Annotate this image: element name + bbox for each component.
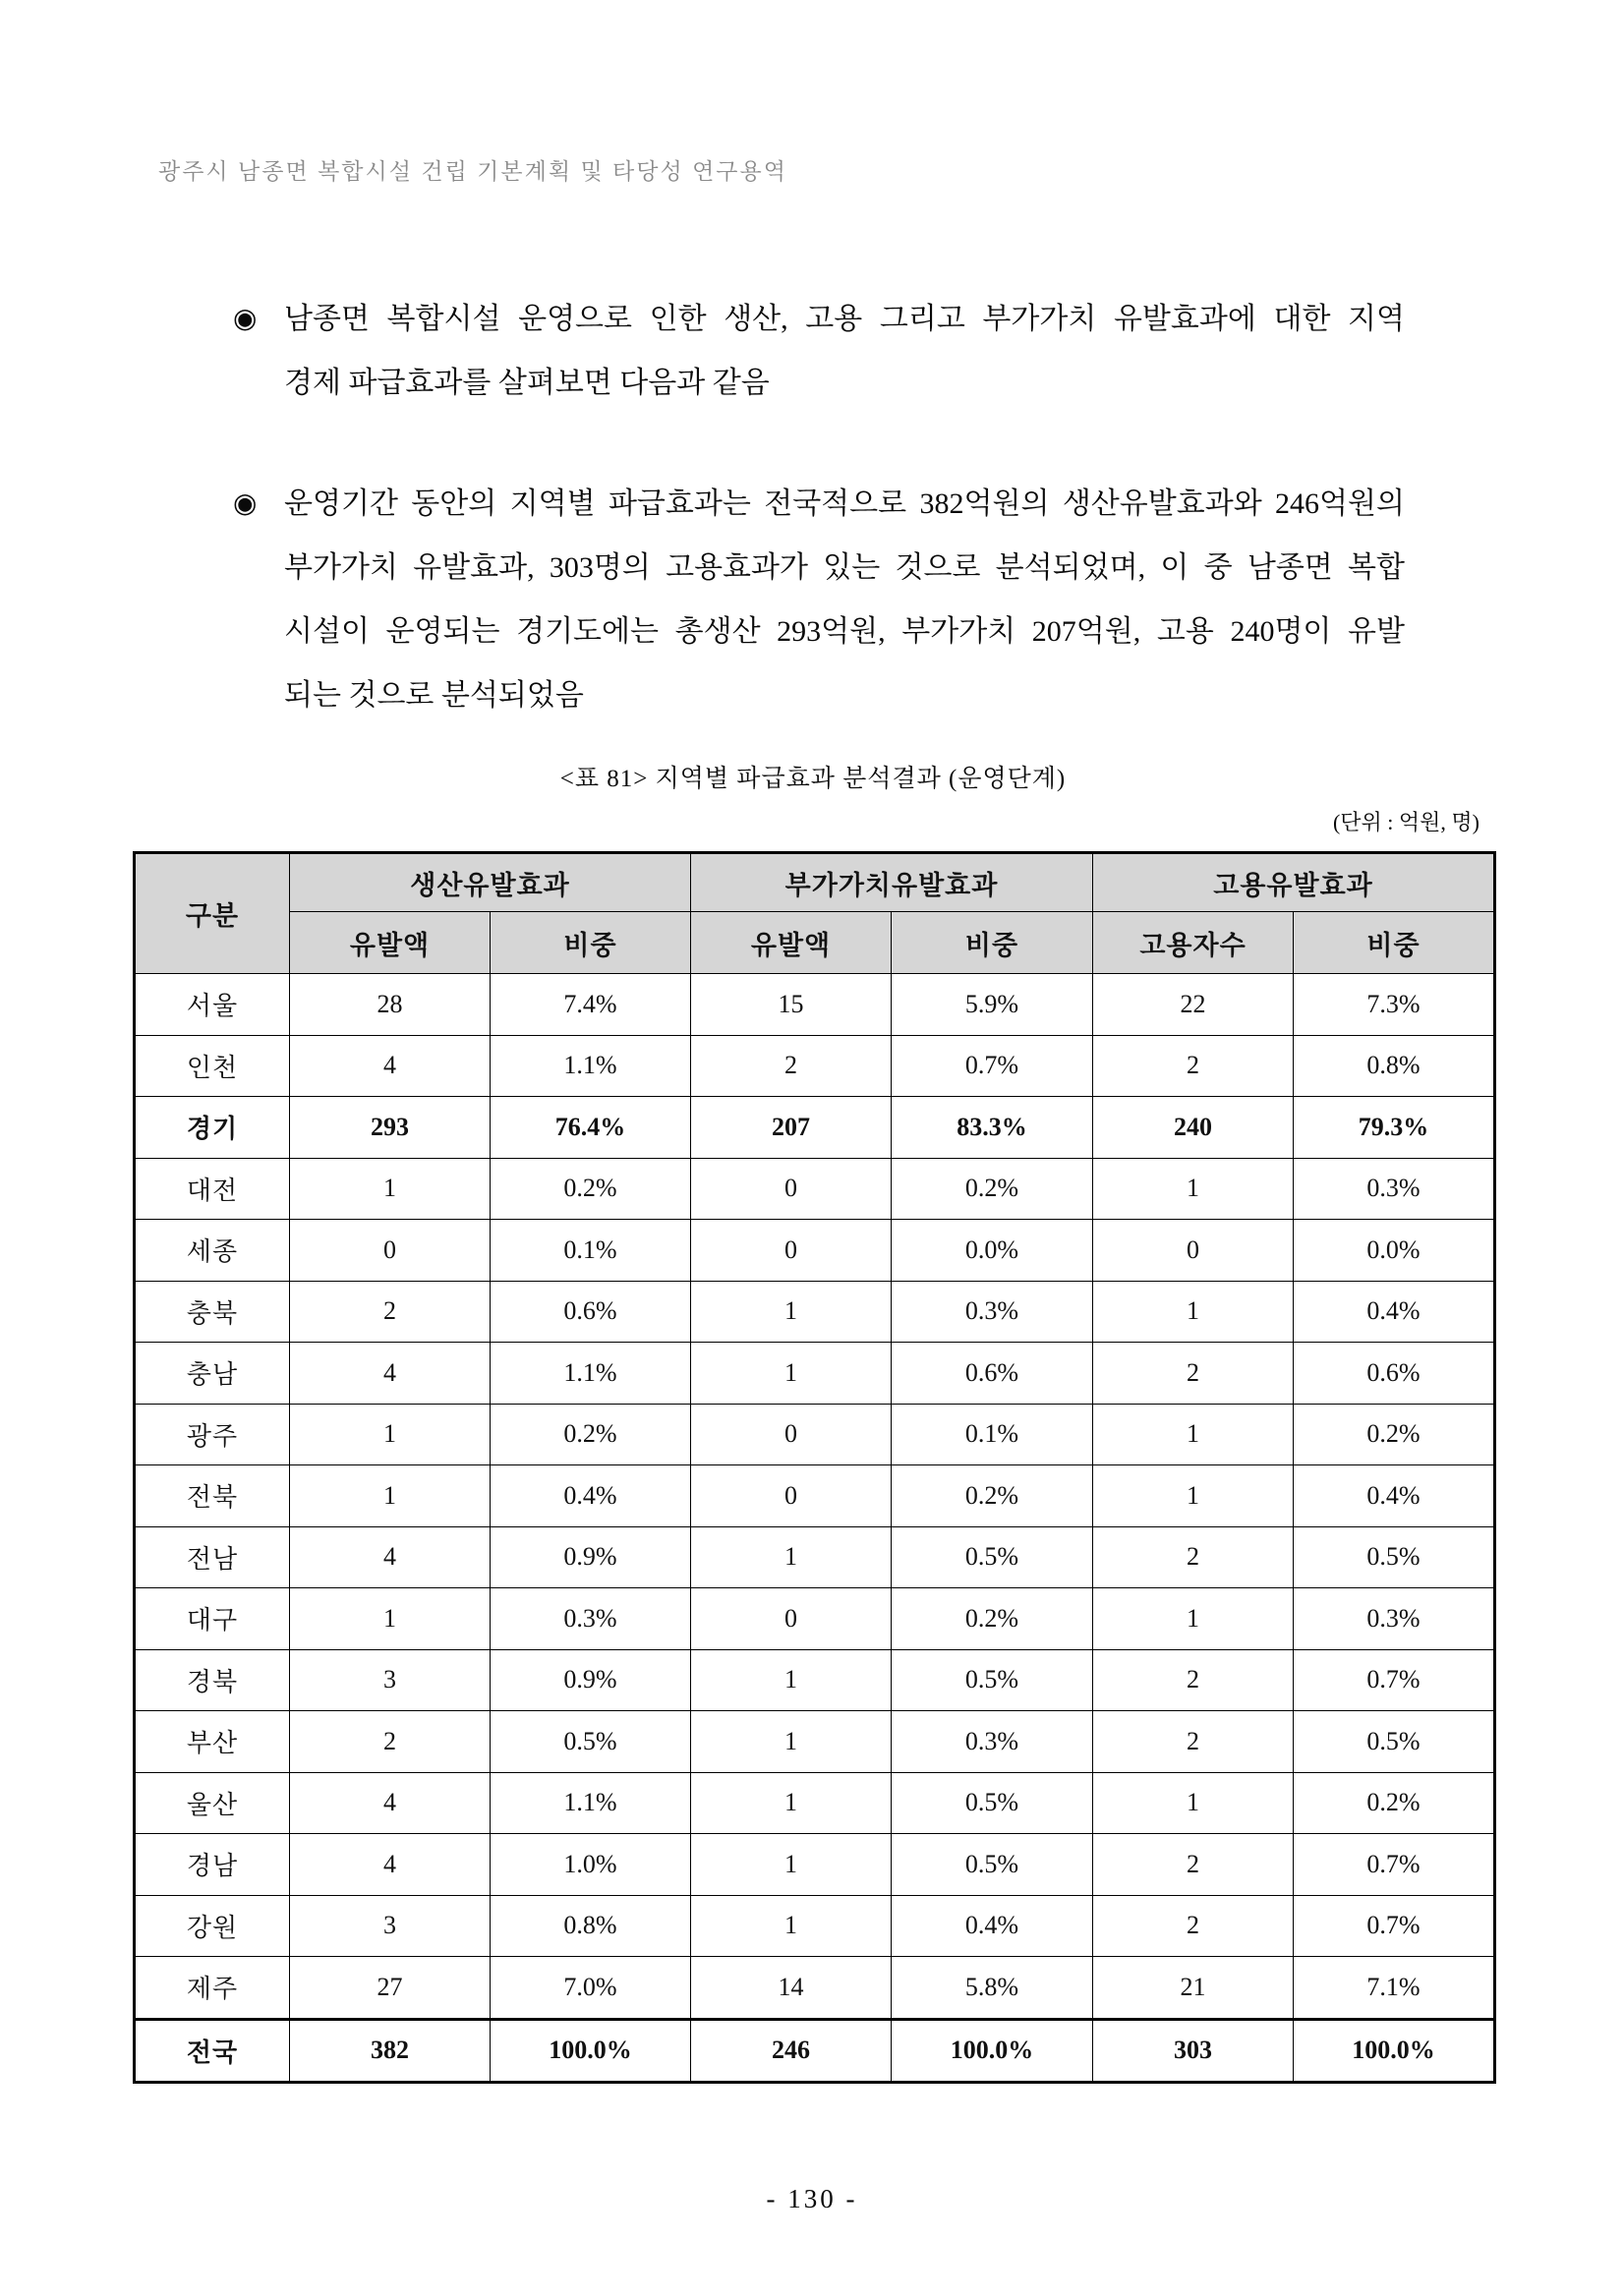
value-cell: 14 <box>691 1957 892 2020</box>
col-header-value-added-amount: 유발액 <box>691 912 892 974</box>
value-cell: 7.4% <box>491 974 691 1036</box>
value-cell: 0 <box>691 1465 892 1527</box>
region-cell: 충북 <box>135 1281 290 1343</box>
region-cell: 광주 <box>135 1404 290 1465</box>
value-cell: 1 <box>290 1588 491 1650</box>
value-cell: 1 <box>691 1895 892 1957</box>
bullet-item <box>233 472 1405 727</box>
value-cell: 382 <box>290 2019 491 2083</box>
table-row <box>135 1343 1495 1405</box>
value-cell: 1 <box>1093 1158 1294 1220</box>
table-row <box>135 1895 1495 1957</box>
value-cell: 0.5% <box>1294 1526 1495 1588</box>
table-row <box>135 1957 1495 2020</box>
region-cell: 세종 <box>135 1220 290 1282</box>
value-cell: 0.4% <box>1294 1465 1495 1527</box>
value-cell: 0.3% <box>1294 1588 1495 1650</box>
value-cell: 0.1% <box>892 1404 1093 1465</box>
value-cell: 0.7% <box>892 1035 1093 1097</box>
value-cell: 79.3% <box>1294 1097 1495 1159</box>
col-header-employment-count: 고용자수 <box>1093 912 1294 974</box>
region-cell: 대구 <box>135 1588 290 1650</box>
region-cell: 울산 <box>135 1772 290 1834</box>
region-cell: 강원 <box>135 1895 290 1957</box>
bullet-marker-icon: ◉ <box>233 488 258 519</box>
col-header-production-amount: 유발액 <box>290 912 491 974</box>
table-row <box>135 1526 1495 1588</box>
value-cell: 0.2% <box>892 1158 1093 1220</box>
value-cell: 2 <box>1093 1834 1294 1896</box>
value-cell: 76.4% <box>491 1097 691 1159</box>
region-cell: 전남 <box>135 1526 290 1588</box>
value-cell: 28 <box>290 974 491 1036</box>
region-cell: 서울 <box>135 974 290 1036</box>
table-row <box>135 1588 1495 1650</box>
value-cell: 4 <box>290 1526 491 1588</box>
value-cell: 0 <box>691 1404 892 1465</box>
value-cell: 0.7% <box>1294 1895 1495 1957</box>
table-header <box>135 853 1495 974</box>
region-cell: 제주 <box>135 1957 290 2020</box>
value-cell: 21 <box>1093 1957 1294 2020</box>
value-cell: 0 <box>290 1220 491 1282</box>
value-cell: 0.8% <box>1294 1035 1495 1097</box>
value-cell: 0.2% <box>892 1465 1093 1527</box>
value-cell: 0 <box>1093 1220 1294 1282</box>
value-cell: 2 <box>290 1711 491 1773</box>
value-cell: 0.4% <box>491 1465 691 1527</box>
value-cell: 27 <box>290 1957 491 2020</box>
value-cell: 0.7% <box>1294 1834 1495 1896</box>
value-cell: 0.2% <box>1294 1772 1495 1834</box>
value-cell: 2 <box>1093 1895 1294 1957</box>
region-cell: 부산 <box>135 1711 290 1773</box>
value-cell: 303 <box>1093 2019 1294 2083</box>
value-cell: 2 <box>1093 1526 1294 1588</box>
value-cell: 0.5% <box>491 1711 691 1773</box>
value-cell: 293 <box>290 1097 491 1159</box>
value-cell: 0.3% <box>491 1588 691 1650</box>
value-cell: 0.4% <box>892 1895 1093 1957</box>
value-cell: 1 <box>1093 1281 1294 1343</box>
col-group-value-added-effect: 부가가치유발효과 <box>691 853 1093 912</box>
value-cell: 2 <box>1093 1649 1294 1711</box>
value-cell: 15 <box>691 974 892 1036</box>
bullet-list <box>233 287 1405 784</box>
value-cell: 0.4% <box>1294 1281 1495 1343</box>
region-cell: 전북 <box>135 1465 290 1527</box>
value-cell: 0.0% <box>892 1220 1093 1282</box>
value-cell: 1 <box>290 1158 491 1220</box>
value-cell: 100.0% <box>1294 2019 1495 2083</box>
value-cell: 7.1% <box>1294 1957 1495 2020</box>
table-row <box>135 1834 1495 1896</box>
value-cell: 240 <box>1093 1097 1294 1159</box>
bullet-line: 경제 파급효과를 살펴보면 다음과 같음 <box>284 367 770 399</box>
value-cell: 207 <box>691 1097 892 1159</box>
value-cell: 4 <box>290 1035 491 1097</box>
value-cell: 1 <box>290 1404 491 1465</box>
value-cell: 1 <box>691 1526 892 1588</box>
bullet-line: 남종면 복합시설 운영으로 인한 생산, 고용 그리고 부가가치 유발효과에 대한 지역 <box>284 303 1405 335</box>
table-caption: <표 81> 지역별 파급효과 분석결과 (운영단계) <box>559 766 1067 792</box>
value-cell: 0.2% <box>491 1158 691 1220</box>
value-cell: 0.1% <box>491 1220 691 1282</box>
value-cell: 4 <box>290 1343 491 1405</box>
value-cell: 1 <box>1093 1588 1294 1650</box>
value-cell: 0.9% <box>491 1526 691 1588</box>
value-cell: 7.0% <box>491 1957 691 2020</box>
table-row <box>135 1158 1495 1220</box>
value-cell: 0.6% <box>892 1343 1093 1405</box>
region-cell: 충남 <box>135 1343 290 1405</box>
col-group-employment-effect: 고용유발효과 <box>1093 853 1495 912</box>
value-cell: 246 <box>691 2019 892 2083</box>
value-cell: 1 <box>1093 1772 1294 1834</box>
table-row <box>135 2019 1495 2083</box>
table-row <box>135 1772 1495 1834</box>
value-cell: 0.2% <box>892 1588 1093 1650</box>
value-cell: 100.0% <box>892 2019 1093 2083</box>
value-cell: 1 <box>691 1649 892 1711</box>
col-group-production-effect: 생산유발효과 <box>290 853 691 912</box>
page-number: - 130 - <box>766 2184 858 2213</box>
value-cell: 0.5% <box>892 1772 1093 1834</box>
table-row <box>135 1035 1495 1097</box>
value-cell: 0.9% <box>491 1649 691 1711</box>
table-row <box>135 974 1495 1036</box>
value-cell: 2 <box>290 1281 491 1343</box>
value-cell: 3 <box>290 1649 491 1711</box>
value-cell: 5.8% <box>892 1957 1093 2020</box>
value-cell: 22 <box>1093 974 1294 1036</box>
document-header-title: 광주시 남종면 복합시설 건립 기본계획 및 타당성 연구용역 <box>158 158 787 184</box>
value-cell: 83.3% <box>892 1097 1093 1159</box>
value-cell: 3 <box>290 1895 491 1957</box>
value-cell: 1 <box>1093 1404 1294 1465</box>
value-cell: 0 <box>691 1158 892 1220</box>
value-cell: 0.5% <box>1294 1711 1495 1773</box>
value-cell: 2 <box>1093 1035 1294 1097</box>
table-row <box>135 1404 1495 1465</box>
value-cell: 1 <box>290 1465 491 1527</box>
value-cell: 0 <box>691 1220 892 1282</box>
value-cell: 1.1% <box>491 1343 691 1405</box>
value-cell: 0.3% <box>892 1281 1093 1343</box>
value-cell: 0.0% <box>1294 1220 1495 1282</box>
impact-table <box>133 851 1496 2084</box>
value-cell: 0.3% <box>1294 1158 1495 1220</box>
region-cell: 경남 <box>135 1834 290 1896</box>
value-cell: 2 <box>691 1035 892 1097</box>
value-cell: 1 <box>691 1343 892 1405</box>
table-row <box>135 1097 1495 1159</box>
value-cell: 0.2% <box>1294 1404 1495 1465</box>
value-cell: 0 <box>691 1588 892 1650</box>
col-header-employment-share: 비중 <box>1294 912 1495 974</box>
table-row <box>135 1465 1495 1527</box>
table-row <box>135 1281 1495 1343</box>
table-unit-note: (단위 : 억원, 명) <box>1332 810 1479 834</box>
value-cell: 4 <box>290 1834 491 1896</box>
value-cell: 0.8% <box>491 1895 691 1957</box>
value-cell: 0.2% <box>491 1404 691 1465</box>
value-cell: 2 <box>1093 1711 1294 1773</box>
region-cell: 대전 <box>135 1158 290 1220</box>
value-cell: 1 <box>691 1834 892 1896</box>
region-cell: 경기 <box>135 1097 290 1159</box>
value-cell: 0.6% <box>491 1281 691 1343</box>
bullet-line: 시설이 운영되는 경기도에는 총생산 293억원, 부가가치 207억원, 고용 240명이 유발 <box>284 615 1405 648</box>
value-cell: 5.9% <box>892 974 1093 1036</box>
col-header-gubun: 구분 <box>135 853 290 974</box>
col-header-production-share: 비중 <box>491 912 691 974</box>
value-cell: 1.1% <box>491 1035 691 1097</box>
value-cell: 1 <box>691 1772 892 1834</box>
bullet-line: 되는 것으로 분석되었음 <box>284 679 584 712</box>
value-cell: 0.5% <box>892 1526 1093 1588</box>
table-row <box>135 1649 1495 1711</box>
bullet-line: 부가가치 유발효과, 303명의 고용효과가 있는 것으로 분석되었며, 이 중 남종면 복합 <box>284 551 1405 584</box>
value-cell: 1.1% <box>491 1772 691 1834</box>
value-cell: 0.5% <box>892 1834 1093 1896</box>
bullet-marker-icon: ◉ <box>233 304 258 334</box>
col-header-value-added-share: 비중 <box>892 912 1093 974</box>
value-cell: 0.3% <box>892 1711 1093 1773</box>
region-cell: 인천 <box>135 1035 290 1097</box>
value-cell: 100.0% <box>491 2019 691 2083</box>
bullet-item <box>233 287 1405 415</box>
region-cell: 경북 <box>135 1649 290 1711</box>
value-cell: 0.5% <box>892 1649 1093 1711</box>
value-cell: 0.7% <box>1294 1649 1495 1711</box>
value-cell: 1 <box>1093 1465 1294 1527</box>
table-body <box>135 974 1495 2083</box>
table-row <box>135 1220 1495 1282</box>
value-cell: 4 <box>290 1772 491 1834</box>
value-cell: 1 <box>691 1281 892 1343</box>
value-cell: 2 <box>1093 1343 1294 1405</box>
value-cell: 1.0% <box>491 1834 691 1896</box>
bullet-line: 운영기간 동안의 지역별 파급효과는 전국적으로 382억원의 생산유발효과와 246억원의 <box>284 488 1405 520</box>
value-cell: 7.3% <box>1294 974 1495 1036</box>
value-cell: 0.6% <box>1294 1343 1495 1405</box>
table-row <box>135 1711 1495 1773</box>
region-cell: 전국 <box>135 2019 290 2083</box>
value-cell: 1 <box>691 1711 892 1773</box>
